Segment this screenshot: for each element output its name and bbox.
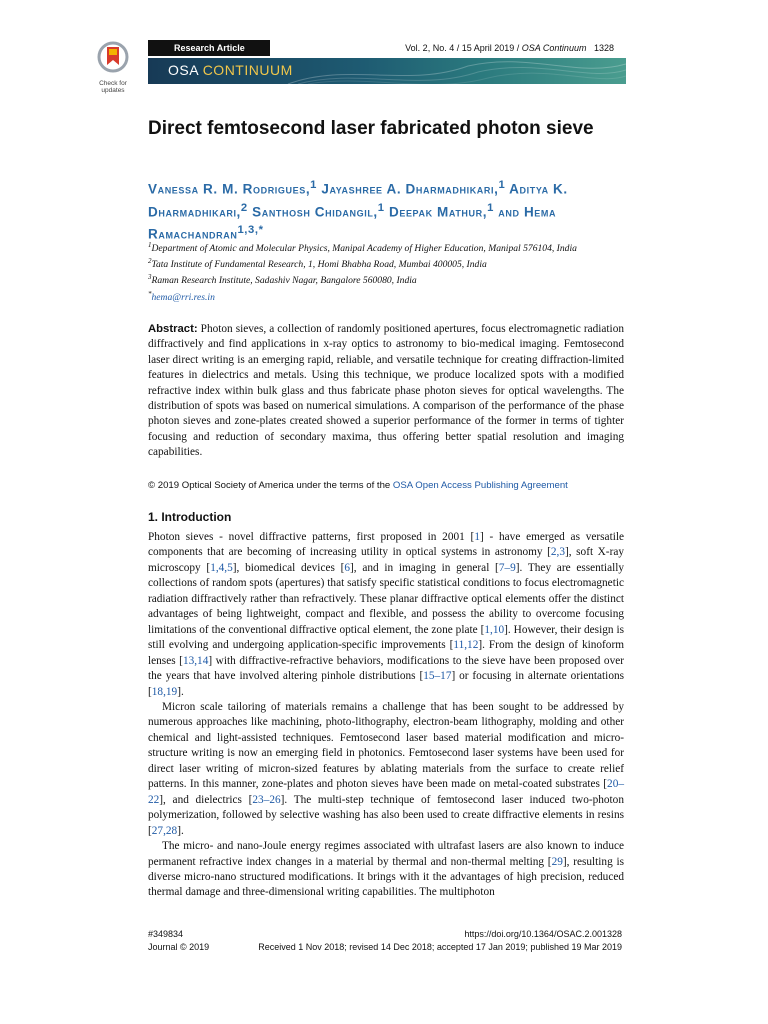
citation-link[interactable]: 1,4,5	[210, 561, 233, 574]
author-affil-sup: 1	[377, 201, 385, 214]
citation-link[interactable]: 7–9	[498, 561, 516, 574]
author[interactable]: and Hema Ramachandran	[148, 204, 557, 242]
publication-dates: Received 1 Nov 2018; revised 14 Dec 2018; accepted 17 Jan 2019; published 19 Mar 2019	[258, 942, 622, 952]
journal-name: OSA Continuum	[521, 43, 587, 53]
citation-link[interactable]: 2,3	[550, 546, 566, 559]
citation-link[interactable]: 20–22	[148, 778, 624, 806]
brand-osa: OSA	[168, 62, 203, 78]
author-affil-sup: 1	[498, 179, 506, 191]
brand-logo	[168, 62, 293, 78]
author-list	[148, 176, 624, 244]
citation-link[interactable]: 11,12	[453, 639, 479, 652]
paragraph	[148, 530, 624, 700]
copyright-text: © 2019 Optical Society of America under the terms of the	[148, 480, 393, 491]
abstract	[148, 322, 624, 461]
abstract-label: Abstract:	[148, 323, 198, 335]
badge-line-1: Check for	[99, 80, 127, 87]
doi-link[interactable]: https://doi.org/10.1364/OSAC.2.001328	[464, 929, 622, 939]
citation-link[interactable]: 23–26	[252, 793, 281, 806]
author[interactable]: Deepak Mathur,	[389, 204, 488, 219]
affiliation: $^1$Department of Atomic and Molecular Physics, Manipal Academy of Higher Education, Manipal 576104, India	[148, 241, 577, 255]
abstract-text: Photon sieves, a collection of randomly positioned apertures, focus electromagnetic radiation diffractively and find applications in x-ray optics to astronomy to bio-medical imaging. Femtosecond laser direct writing is an emerging rapid, reliable, and versatile technique for creating diffraction-limited features in dielectrics and metals. Using this technique, we produce localized spots with a modified refractive index within bulk glass and thus fabricate phase photon sieves for optical wavelengths. The distribution of spots was based on numerical simulations. A comparison of the performance of the phase photon sieves and zone-plates created showed a superior performance of the former in terms of tighter focusing and reduction of secondary maxima, thus offering better spatial resolution and imaging capabilities.	[148, 323, 624, 459]
corresponding-email: *hema@rri.res.in	[148, 289, 215, 303]
author-affil-sup: 2	[240, 201, 248, 214]
body-text-run: ] - have emerged as versatile components that are becoming of increasing utility in optical systems in astronomy [	[148, 531, 624, 559]
body-text-run: ]. However, their design is still evolving and undergoing application-specific improvements [	[148, 623, 624, 652]
body-text-run: ] or focusing in alternate orientations [	[148, 670, 625, 698]
article-type-label: Research Article	[148, 40, 270, 56]
check-for-updates-badge[interactable]	[90, 41, 136, 93]
author[interactable]: Vanessa R. M. Rodrigues,	[148, 181, 311, 197]
body-text-run: ].	[177, 685, 184, 698]
citation-link[interactable]: 15–17	[423, 670, 452, 683]
author[interactable]: Jayashree A. Dharmadhikari,	[321, 181, 499, 197]
paper-title: Direct femtosecond laser fabricated photon sieve	[148, 118, 594, 139]
author-affil-sup: 1	[310, 179, 318, 191]
citation-link[interactable]: 18,19	[151, 685, 178, 698]
journal-header	[148, 40, 626, 56]
body-text-run: ], soft X-ray microscopy [	[148, 546, 624, 574]
footer-right	[202, 928, 622, 954]
email-link[interactable]: hema@rri.res.in	[151, 291, 215, 303]
citation-link[interactable]: 6	[344, 561, 351, 574]
journal-info	[405, 40, 614, 56]
body-text-run: The micro- and nano-Joule energy regimes associated with ultrafast lasers are also known to induce permanent refractive index changes in a material by thermal and non-thermal melting [	[148, 840, 624, 868]
citation-link[interactable]: 29	[551, 855, 563, 868]
body-text	[148, 530, 624, 901]
affiliation: $^3$Raman Research Institute, Sadashiv Nagar, Bangalore 560080, India	[148, 273, 417, 287]
body-text-run: ] with diffractive-refractive behaviors, modifications to the sieve have been proposed over the years that have involved altering pinhole distributions [	[148, 654, 624, 683]
author-affil-sup: 1	[487, 201, 494, 214]
body-text-run: ], resulting is diverse micro-nano structured modifications. It brings with it the advantages of high precision, reduced thermal damage and three-dimensional writing capabilities. The multiphoton	[148, 855, 624, 899]
section-heading: 1. Introduction	[148, 510, 232, 524]
body-text-run: ]. From the design of kinoform lenses [	[148, 639, 625, 667]
author-affil-sup: 1,3,*	[237, 224, 264, 236]
page-number: 1328	[593, 43, 614, 53]
open-access-agreement-link[interactable]: OSA Open Access Publishing Agreement	[392, 480, 568, 491]
journal-copyright: Journal © 2019	[148, 942, 210, 952]
body-text-run: ]. They are essentially collections of random spots (apertures) that satisfy specific statistical conditions to focus electromagnetic radiation diffractively rather than refractively. These planar diffractive optical elements offer the distinct advantages of being lightweight, compact and flexible, and possess the ability to overcome focusing limitations of the conventional diffractive optical element, the zone plate [	[148, 561, 625, 636]
citation-link[interactable]: 13,14	[182, 654, 209, 667]
paragraph	[148, 839, 624, 901]
osa-continuum-banner	[148, 58, 626, 84]
manuscript-id: #349834	[148, 929, 184, 939]
body-text-run: ], biomedical devices [	[232, 561, 345, 574]
paragraph	[148, 700, 624, 839]
journal-info-prefix: Vol. 2, No. 4 / 15 April 2019 /	[405, 43, 522, 53]
affiliation: $^2$Tata Institute of Fundamental Research, 1, Homi Bhabha Road, Mumbai 400005, India	[148, 257, 487, 271]
citation-link[interactable]: 1,10	[484, 623, 505, 636]
body-text-run: ], and in imaging in general [	[350, 561, 499, 574]
badge-line-2: updates	[101, 87, 125, 94]
body-text-run: ], and dielectrics [	[159, 793, 253, 806]
author[interactable]: Aditya K. Dharmadhikari,	[148, 181, 568, 219]
affiliations	[148, 239, 624, 304]
body-text-run: Micron scale tailoring of materials remains a challenge that has been sought to be addressed by numerous approaches like machining, photo-lithography, electron-beam lithography, molding and other chemical and light-assisted techniques. Femtosecond laser based material modification and micro-structure writing is now an emerging field in photonics. Femtosecond laser systems have been used for direct laser writing of micron-sized features by ablating materials from the surface to create relief patterns. In this manner, zone-plates and photon sieves have been made on metal-coated substrates [	[148, 700, 624, 791]
body-text-run: ].	[177, 824, 184, 837]
body-text-run: ]. The multi-step technique of femtosecond laser induced two-photon polymerization, followed by selective washing has also been used to create diffractive elements in resins [	[148, 793, 624, 837]
author[interactable]: Santhosh Chidangil,	[252, 204, 378, 219]
copyright-line	[148, 480, 624, 492]
citation-link[interactable]: 1	[474, 531, 480, 543]
brand-continuum: CONTINUUM	[202, 62, 293, 78]
body-text-run: Photon sieves - novel diffractive patterns, first proposed in 2001 [	[148, 531, 475, 543]
bookmark-ring-icon	[90, 41, 136, 75]
citation-link[interactable]: 27,28	[151, 824, 178, 837]
